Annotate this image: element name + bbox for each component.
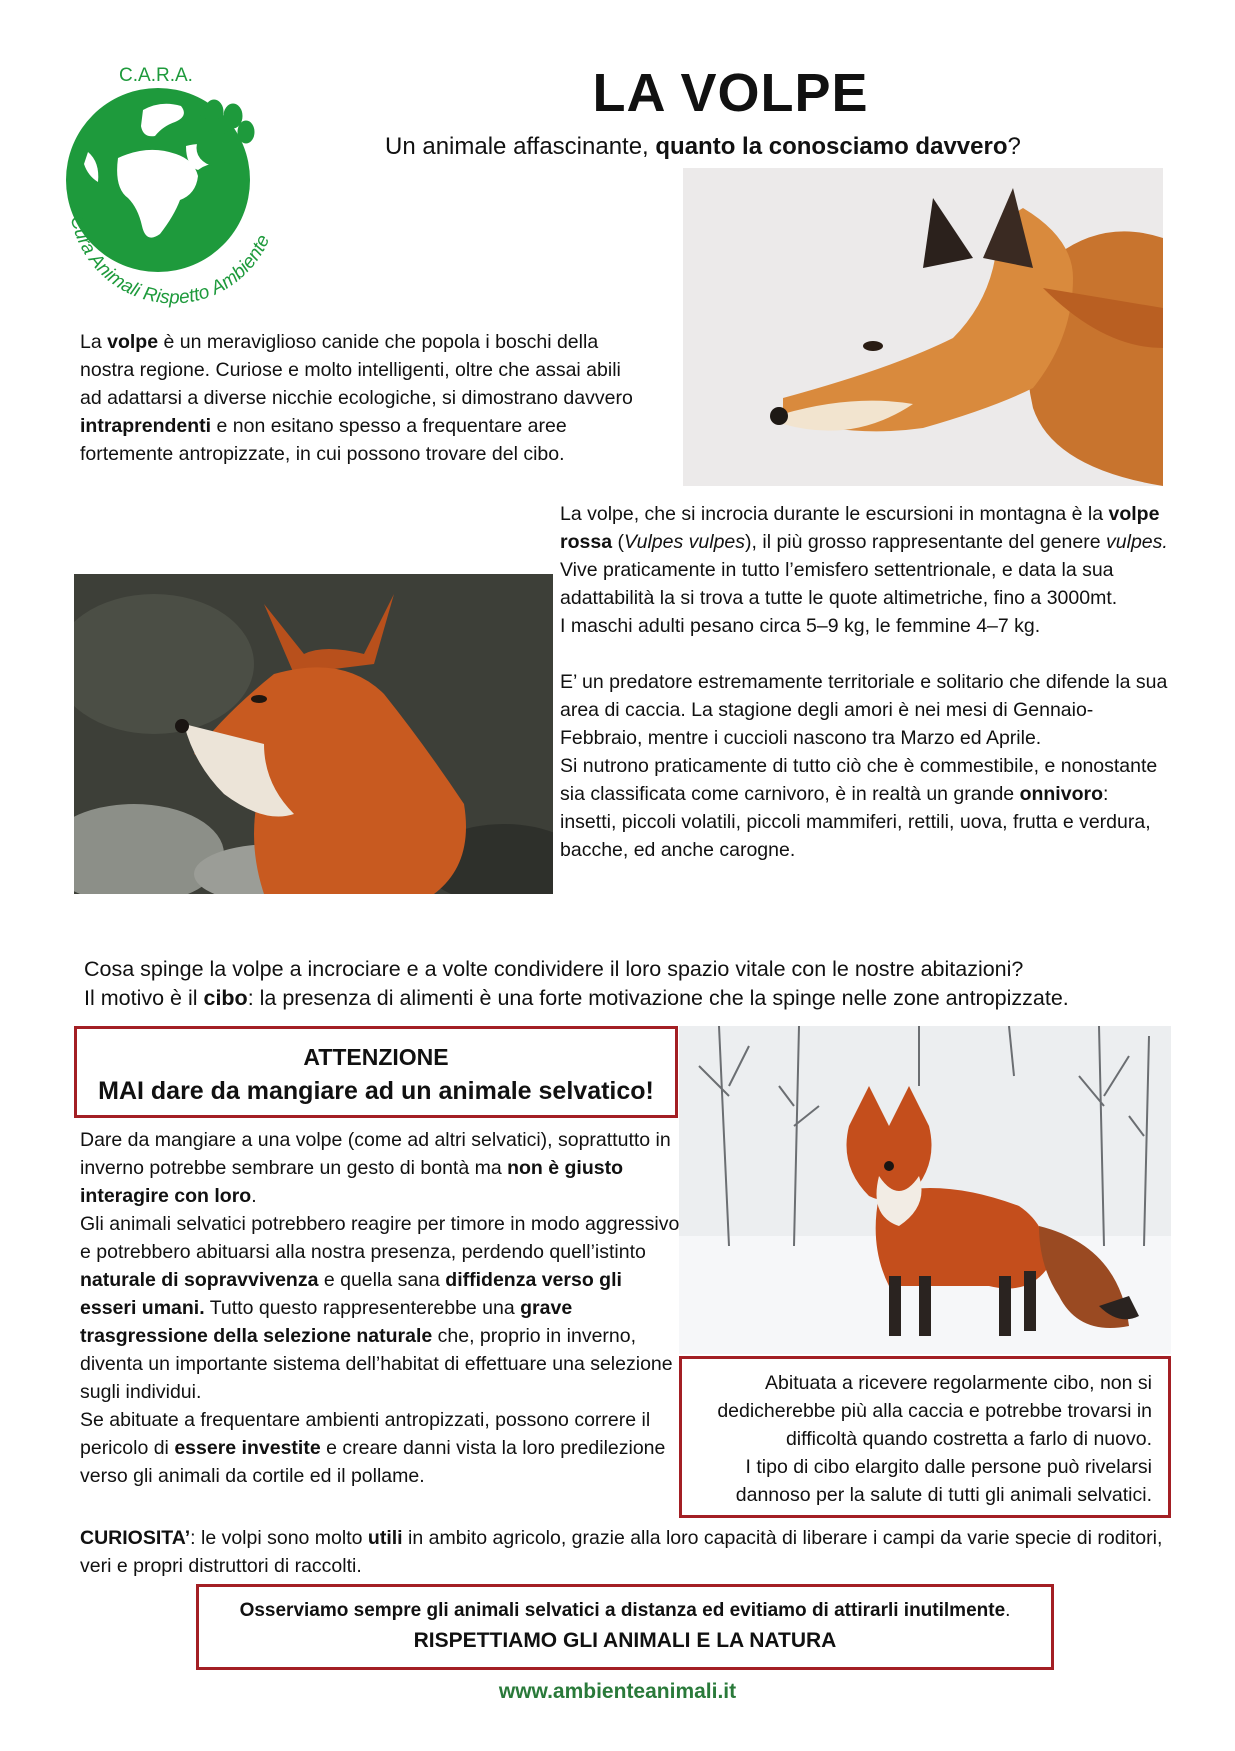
feeding-text xyxy=(80,1126,680,1490)
question-line-2: Il motivo è il cibo: la presenza di alimenti è una forte motivazione che la spinge nelle zone antropizzate. xyxy=(84,986,1069,1010)
note-paragraph-2: I tipo di cibo elargito dalle persone può rivelarsi dannoso per la salute di tutti gli animali selvatici. xyxy=(735,1456,1152,1506)
description-paragraph-2: Vive praticamente in tutto l’emisfero settentrionale, e data la sua adattabilità la si trova a tutte le quote altimetriche, fino a 3000mt. xyxy=(560,559,1118,609)
feeding-paragraph-2: Gli animali selvatici potrebbero reagire per timore in modo aggressivo e potrebbero abituarsi alla nostra presenza, perdendo quell’istinto naturale di sopravvivenza e quella sana diffidenza verso gli esseri umani. Tutto questo rappresenterebbe una grave trasgressione della selezione naturale che, proprio in inverno, diventa un importante sistema dell’habitat di effettuare una selezione sugli individui. xyxy=(80,1213,680,1403)
warning-box xyxy=(74,1026,678,1118)
fox-snow-photo xyxy=(679,1026,1171,1354)
subtitle-bold: quanto la conosciamo davvero xyxy=(655,133,1008,160)
description-paragraph-5: Si nutrono praticamente di tutto ciò che è commestibile, e nonostante sia classificata come carnivoro, è in realtà un grande onnivoro: insetti, piccoli volatili, piccoli mammiferi, rettili, uova, frutta e verdura, bacche, ed anche carogne. xyxy=(560,755,1158,861)
fox-rocks-photo xyxy=(74,574,553,894)
subtitle-text: Un animale affascinante, xyxy=(385,133,656,160)
feeding-paragraph-1: Dare da mangiare a una volpe (come ad altri selvatici), soprattutto in inverno potrebbe sembrare un gesto di bontà ma non è giusto interagire con loro. xyxy=(80,1129,671,1207)
logo-acronym: C.A.R.A. xyxy=(119,65,193,86)
description-paragraph-1: La volpe, che si incrocia durante le escursioni in montagna è la volpe rossa (Vulpes vulpes), il più grosso rappresentante del genere vulpes. xyxy=(560,503,1168,553)
subtitle-end: ? xyxy=(1007,133,1021,160)
closing-box xyxy=(196,1584,1054,1670)
note-paragraph-1: Abituata a ricevere regolarmente cibo, non si dedicherebbe più alla caccia e potrebbe trovarsi in difficoltà quando costretta a farlo di nuovo. xyxy=(717,1372,1152,1450)
description-text xyxy=(560,500,1170,864)
question-line-1: Cosa spinge la volpe a incrociare e a volte condividere il loro spazio vitale con le nostre abitazioni? xyxy=(84,957,1024,981)
description-paragraph-4: E’ un predatore estremamente territoriale e solitario che difende la sua area di caccia. La stagione degli amori è nei mesi di Gennaio-Febbraio, mentre i cuccioli nascono tra Marzo ed Aprile. xyxy=(560,671,1168,749)
note-box xyxy=(679,1356,1171,1518)
website-link[interactable]: www.ambienteanimali.it xyxy=(498,1680,737,1703)
curiosity-paragraph: CURIOSITA’: le volpi sono molto utili in ambito agricolo, grazie alla loro capacità di liberare i campi da varie specie di roditori, veri e propri distruttori di raccolti. xyxy=(80,1527,1163,1577)
warning-text: MAI dare da mangiare ad un animale selvatico! xyxy=(98,1077,654,1105)
question-text xyxy=(84,955,1214,1013)
intro-paragraph: La volpe è un meraviglioso canide che popola i boschi della nostra regione. Curiose e molto intelligenti, oltre che assai abili ad adattarsi a diverse nicchie ecologiche, si dimostrano davvero intraprendenti e non esitano spesso a frequentare aree fortemente antropizzate, in cui possono trovare del cibo. xyxy=(80,331,633,465)
fox-portrait-photo xyxy=(683,168,1163,486)
page-subtitle xyxy=(385,133,1021,161)
logo-name: Cura Animali Rispetto Ambiente xyxy=(65,213,275,309)
feeding-paragraph-3: Se abituate a frequentare ambienti antropizzati, possono correre il pericolo di essere investite e creare danni vista la loro predilezione verso gli animali da cortile ed il pollame. xyxy=(80,1409,666,1487)
warning-heading: ATTENZIONE xyxy=(303,1044,449,1070)
closing-line-2: RISPETTIAMO GLI ANIMALI E LA NATURA xyxy=(413,1629,837,1652)
page-title: LA VOLPE xyxy=(592,63,869,123)
closing-line-1: Osserviamo sempre gli animali selvatici a distanza ed evitiamo di attirarli inutilmente. xyxy=(239,1600,1011,1621)
description-paragraph-3: I maschi adulti pesano circa 5–9 kg, le femmine 4–7 kg. xyxy=(560,615,1041,637)
